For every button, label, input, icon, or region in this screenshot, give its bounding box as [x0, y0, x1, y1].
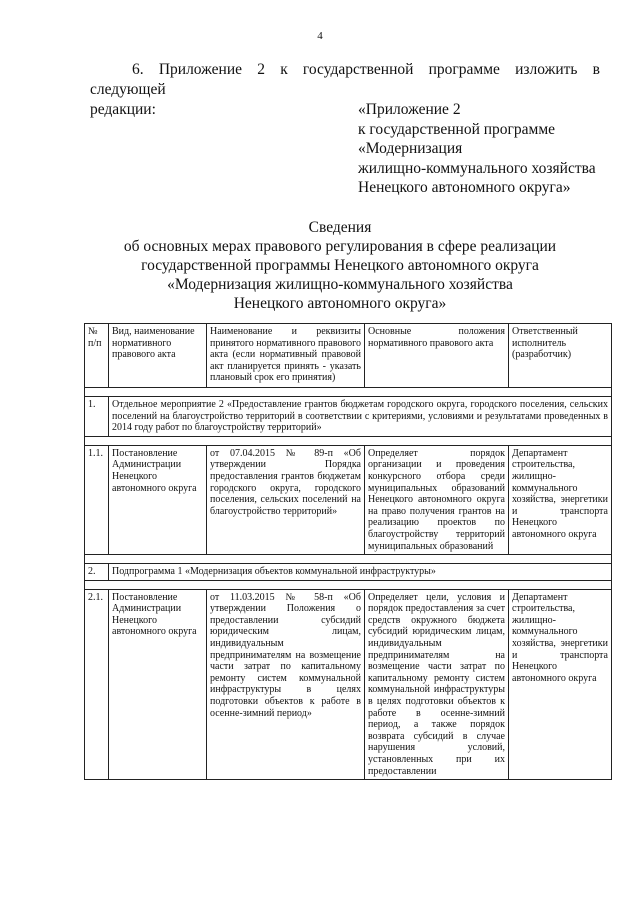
section-title: Подпрограмма 1 «Модернизация объектов коммунальной инфраструктуры»	[109, 564, 612, 581]
header-provisions: Основные положения нормативного правового акта	[365, 324, 509, 388]
spacer-row	[85, 387, 612, 396]
intro-line-1: 6. Приложение 2 к государственной программе изложить в следующей	[90, 61, 600, 98]
document-heading	[80, 218, 600, 313]
heading-line: государственной программы Ненецкого автономного округа	[141, 257, 539, 274]
header-responsible: Ответственный исполнитель (разработчик)	[509, 324, 612, 388]
row-type: Постановление Администрации Ненецкого автономного округа	[109, 589, 207, 780]
intro-line-2: редакции:	[90, 101, 156, 118]
annex-header	[358, 100, 628, 198]
row-responsible: Департамент строительства, жилищно-коммунального хозяйства, энергетики и транспорта Ненецкого автономного округа	[509, 445, 612, 554]
heading-line: об основных мерах правового регулирования в сфере реализации	[123, 238, 557, 255]
header-type: Вид, наименование нормативного правового акта	[109, 324, 207, 388]
table-row	[85, 564, 612, 581]
row-num: 2.1.	[85, 589, 109, 780]
annex-line: жилищно-коммунального хозяйства	[358, 159, 596, 177]
table-row	[85, 445, 612, 554]
header-num: № п/п	[85, 324, 109, 388]
heading-line: Ненецкого автономного округа»	[233, 295, 447, 312]
table-header-row	[85, 324, 612, 388]
heading-line: Сведения	[308, 219, 372, 236]
row-provisions: Определяет порядок организации и проведения конкурсного отбора среди муниципальных образований Ненецкого автономного округа на право получения грантов на реализацию проектов по благоустройству территорий муниципальных образований	[365, 445, 509, 554]
spacer-row	[85, 580, 612, 589]
heading-line: «Модернизация жилищно-коммунального хозяйства	[167, 276, 513, 293]
row-responsible: Департамент строительства, жилищно-коммунального хозяйства, энергетики и транспорта Ненецкого автономного округа	[509, 589, 612, 780]
table-row	[85, 396, 612, 436]
spacer-row	[85, 436, 612, 445]
annex-line: к государственной программе	[358, 120, 556, 138]
section-title: Отдельное мероприятие 2 «Предоставление грантов бюджетам городского округа, городского поселения, сельских поселений на благоустройство территорий в соответствии с критериями, условиями и результатами проведенных в 2014 году работ по благоустройству территорий»	[109, 396, 612, 436]
row-num: 2.	[85, 564, 109, 581]
table-row	[85, 589, 612, 780]
annex-line: Ненецкого автономного округа»	[358, 179, 571, 196]
measures-table	[84, 323, 612, 780]
annex-line: «Модернизация	[358, 140, 463, 157]
row-num: 1.	[85, 396, 109, 436]
annex-line: «Приложение 2	[358, 101, 461, 118]
row-type: Постановление Администрации Ненецкого автономного округа	[109, 445, 207, 554]
spacer-row	[85, 555, 612, 564]
header-name: Наименование и реквизиты принятого нормативного правового акта (если нормативный правовой акт планируется принять - указать плановый срок его принятия)	[207, 324, 365, 388]
page-number: 4	[317, 30, 323, 42]
row-num: 1.1.	[85, 445, 109, 554]
row-name: от 07.04.2015 № 89-п «Об утверждении Порядка предоставления грантов бюджетам городского округа, городского поселения, сельских поселений на благоустройство территорий»	[207, 445, 365, 554]
row-provisions: Определяет цели, условия и порядок предоставления за счет средств окружного бюджета субсидий юридическим лицам, индивидуальным предпринимателям на возмещение части затрат по капитальному ремонту систем коммунальной инфраструктуры в целях подготовки объектов к работе в осенне-зимний период, а также порядок возврата субсидий в случае нарушения условий, установленных при их предоставлении	[365, 589, 509, 780]
row-name: от 11.03.2015 № 58-п «Об утверждении Положения о предоставлении субсидий юридическим лицам, индивидуальным предпринимателям на возмещение части затрат по капитальному ремонту систем коммунальной инфраструктуры в целях подготовки объектов к работе в осенне-зимний период»	[207, 589, 365, 780]
